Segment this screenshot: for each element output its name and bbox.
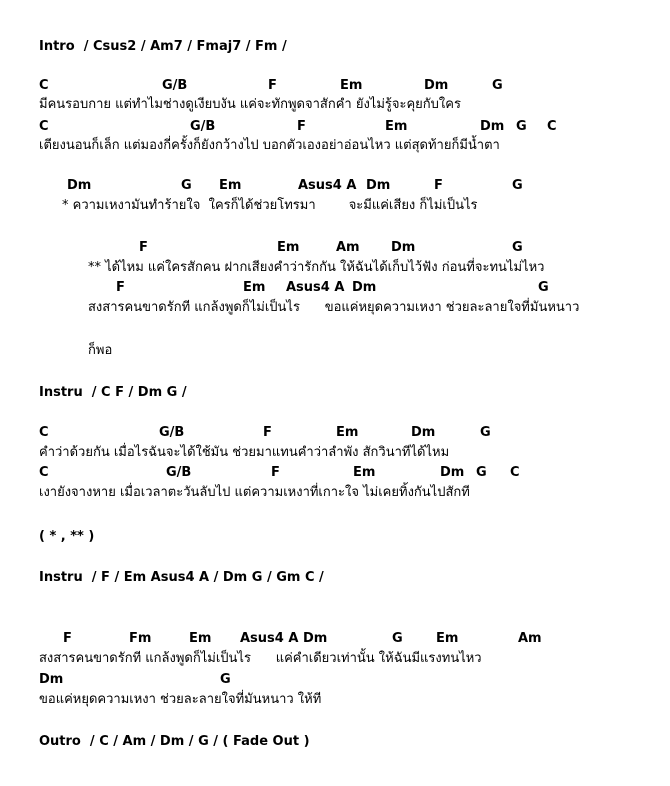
chord: F	[297, 119, 306, 134]
bridge-chords-1	[0, 631, 670, 647]
repeat-marker: ( * , ** )	[39, 529, 95, 544]
lyric-line: สงสารคนขาดรักที แกล้งพูดก็ไม่เป็นไร ขอแค่หยุดความเหงา ช่วยละลายใจที่มันหนาว	[88, 300, 580, 315]
outro-line: Outro / C / Am / Dm / G / ( Fade Out )	[39, 734, 310, 749]
chord: G	[516, 119, 527, 134]
chord: Asus4 A	[286, 280, 345, 295]
chord: F	[271, 465, 280, 480]
lyric-line: ขอแค่หยุดความเหงา ช่วยละลายใจที่มันหนาว ให้ที	[39, 692, 322, 707]
chorus-2-chords-1	[0, 240, 670, 256]
verse-1-chords-2	[0, 119, 670, 135]
verse-1-chords-1	[0, 78, 670, 94]
chord: Dm	[366, 178, 391, 193]
chord: Em	[340, 78, 363, 93]
instru-line: Instru / C F / Dm G /	[39, 385, 187, 400]
chord: F	[434, 178, 443, 193]
chord: Em	[243, 280, 266, 295]
chord: Dm	[440, 465, 465, 480]
chord: Em	[219, 178, 242, 193]
verse-2-chords-1	[0, 425, 670, 441]
chord: Dm	[352, 280, 377, 295]
chord: G	[512, 240, 523, 255]
chord: Dm	[67, 178, 92, 193]
chord: G	[220, 672, 231, 687]
chord: Asus4 A	[298, 178, 357, 193]
lyric-line: เงายังจางหาย เมื่อเวลาตะวันลับไป แต่ความเหงาที่เกาะใจ ไม่เคยทิ้งกันไปสักที	[39, 485, 470, 500]
lyric-line: ** ได้ไหม แค่ใครสักคน ฝากเสียงคำว่ารักกัน ให้ฉันได้เก็บไว้ฟัง ก่อนที่จะทนไม่ไหว	[88, 260, 545, 275]
chord: C	[547, 119, 557, 134]
chord: F	[116, 280, 125, 295]
lyric-line: ก็พอ	[88, 343, 113, 358]
lyric-line: สงสารคนขาดรักที แกล้งพูดก็ไม่เป็นไร แค่คำเดียวเท่านั้น ให้ฉันมีแรงทนไหว	[39, 651, 482, 666]
lyric-line: เตียงนอนก็เล็ก แต่มองกี่ครั้งก็ยังกว้างไป บอกตัวเองอย่าอ่อนไหว แต่สุดท้ายก็มีน้ำตา	[39, 138, 500, 153]
chord: Em	[277, 240, 300, 255]
chord: Dm	[480, 119, 505, 134]
chord: G	[512, 178, 523, 193]
chorus-2-chords-2	[0, 280, 670, 296]
chord: F	[268, 78, 277, 93]
chord: Dm	[424, 78, 449, 93]
verse-2-chords-2	[0, 465, 670, 481]
chord: Dm	[391, 240, 416, 255]
chord: C	[39, 119, 49, 134]
chord: F	[263, 425, 272, 440]
chord: Em	[385, 119, 408, 134]
lyric-line: * ความเหงามันทำร้ายใจ ใครก็ได้ช่วยโทรมา จะมีแค่เสียง ก็ไม่เป็นไร	[62, 198, 478, 213]
bridge-chords-2	[0, 672, 670, 688]
chord: Fm	[129, 631, 152, 646]
chord: Em	[436, 631, 459, 646]
intro-line: Intro / Csus2 / Am7 / Fmaj7 / Fm /	[39, 39, 287, 54]
chord: Em	[353, 465, 376, 480]
chord: G/B	[190, 119, 216, 134]
chord: Em	[336, 425, 359, 440]
chord: G	[181, 178, 192, 193]
chord: G	[492, 78, 503, 93]
chord: C	[39, 425, 49, 440]
chord: Dm	[39, 672, 64, 687]
chord: G	[392, 631, 403, 646]
chord: G/B	[162, 78, 188, 93]
chord: G	[480, 425, 491, 440]
instru-line: Instru / F / Em Asus4 A / Dm G / Gm C /	[39, 570, 324, 585]
lyric-line: คำว่าด้วยกัน เมื่อไรฉันจะได้ใช้มัน ช่วยมาแทนคำว่าลำพัง สักวินาทีได้ไหม	[39, 445, 450, 460]
chord: Dm	[303, 631, 328, 646]
chord: C	[510, 465, 520, 480]
chord: Am	[336, 240, 360, 255]
lyric-line: มีคนรอบกาย แต่ทำไมช่างดูเงียบงัน แค่จะทักพูดจาสักคำ ยังไม่รู้จะคุยกับใคร	[39, 97, 461, 112]
chord: G/B	[159, 425, 185, 440]
chorus-1-chords	[0, 178, 670, 194]
chord: G/B	[166, 465, 192, 480]
chord: F	[139, 240, 148, 255]
chord: Em	[189, 631, 212, 646]
chord: Asus4 A	[240, 631, 299, 646]
chord: C	[39, 465, 49, 480]
chord: C	[39, 78, 49, 93]
chord: Am	[518, 631, 542, 646]
chord: Dm	[411, 425, 436, 440]
chord: F	[63, 631, 72, 646]
chord: G	[538, 280, 549, 295]
chord: G	[476, 465, 487, 480]
